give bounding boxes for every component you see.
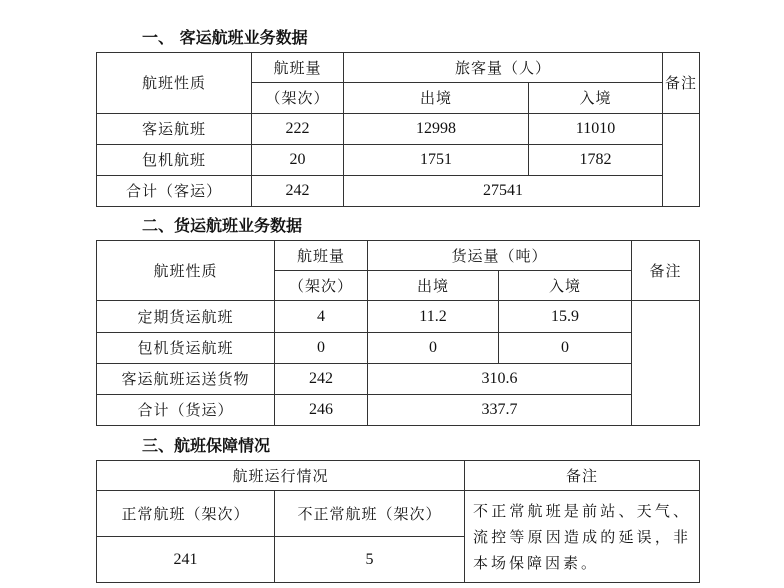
header-operation: 航班运行情况 <box>97 461 465 491</box>
passenger-flights-table <box>96 52 700 207</box>
table-row <box>97 301 700 333</box>
header-note: 备注 <box>632 241 700 301</box>
table-row <box>97 145 700 176</box>
header-outbound: 出境 <box>368 271 499 301</box>
total-nature: 合计（客运） <box>97 176 252 207</box>
row-outbound: 1751 <box>344 145 529 176</box>
row-flights: 4 <box>275 301 368 333</box>
header-normal-flights: 正常航班（架次） <box>97 491 275 537</box>
header-inbound: 入境 <box>529 83 663 114</box>
table-row <box>97 333 700 364</box>
note-cell <box>632 301 700 426</box>
table-row <box>97 114 700 145</box>
header-flights-line1: 航班量 <box>275 241 368 271</box>
row-cargo: 310.6 <box>368 364 632 395</box>
header-cargo: 货运量（吨） <box>368 241 632 271</box>
row-outbound: 12998 <box>344 114 529 145</box>
header-flights-line1: 航班量 <box>252 53 344 83</box>
flight-support-table <box>96 460 700 583</box>
total-row <box>97 395 700 426</box>
total-passengers: 27541 <box>344 176 663 207</box>
cargo-flights-table <box>96 240 700 426</box>
row-inbound: 1782 <box>529 145 663 176</box>
header-note: 备注 <box>663 53 700 114</box>
header-outbound: 出境 <box>344 83 529 114</box>
total-flights: 242 <box>252 176 344 207</box>
section3-heading: 三、航班保障情况 <box>142 436 271 455</box>
row-outbound: 11.2 <box>368 301 499 333</box>
row-nature: 客运航班 <box>97 114 252 145</box>
header-passengers: 旅客量（人） <box>344 53 663 83</box>
header-inbound: 入境 <box>499 271 632 301</box>
row-flights: 242 <box>275 364 368 395</box>
table-row <box>97 364 700 395</box>
row-inbound: 11010 <box>529 114 663 145</box>
row-outbound: 0 <box>368 333 499 364</box>
row-inbound: 0 <box>499 333 632 364</box>
header-note: 备注 <box>465 461 700 491</box>
row-nature: 客运航班运送货物 <box>97 364 275 395</box>
row-nature: 定期货运航班 <box>97 301 275 333</box>
total-nature: 合计（货运） <box>97 395 275 426</box>
header-flight-nature: 航班性质 <box>97 241 275 301</box>
header-abnormal-flights: 不正常航班（架次） <box>275 491 465 537</box>
row-nature: 包机航班 <box>97 145 252 176</box>
row-flights: 0 <box>275 333 368 364</box>
note-text: 不正常航班是前站、天气、流控等原因造成的延误，非本场保障因素。 <box>465 491 700 583</box>
header-flight-nature: 航班性质 <box>97 53 252 114</box>
row-inbound: 15.9 <box>499 301 632 333</box>
total-flights: 246 <box>275 395 368 426</box>
total-row <box>97 176 700 207</box>
total-cargo: 337.7 <box>368 395 632 426</box>
normal-flights-value: 241 <box>97 537 275 583</box>
section2-heading: 二、货运航班业务数据 <box>142 216 303 235</box>
section1-heading: 一、 客运航班业务数据 <box>142 28 308 47</box>
row-nature: 包机货运航班 <box>97 333 275 364</box>
row-flights: 222 <box>252 114 344 145</box>
abnormal-flights-value: 5 <box>275 537 465 583</box>
row-flights: 20 <box>252 145 344 176</box>
header-flights-line2: （架次） <box>252 83 344 114</box>
header-flights-line2: （架次） <box>275 271 368 301</box>
note-cell <box>663 114 700 207</box>
